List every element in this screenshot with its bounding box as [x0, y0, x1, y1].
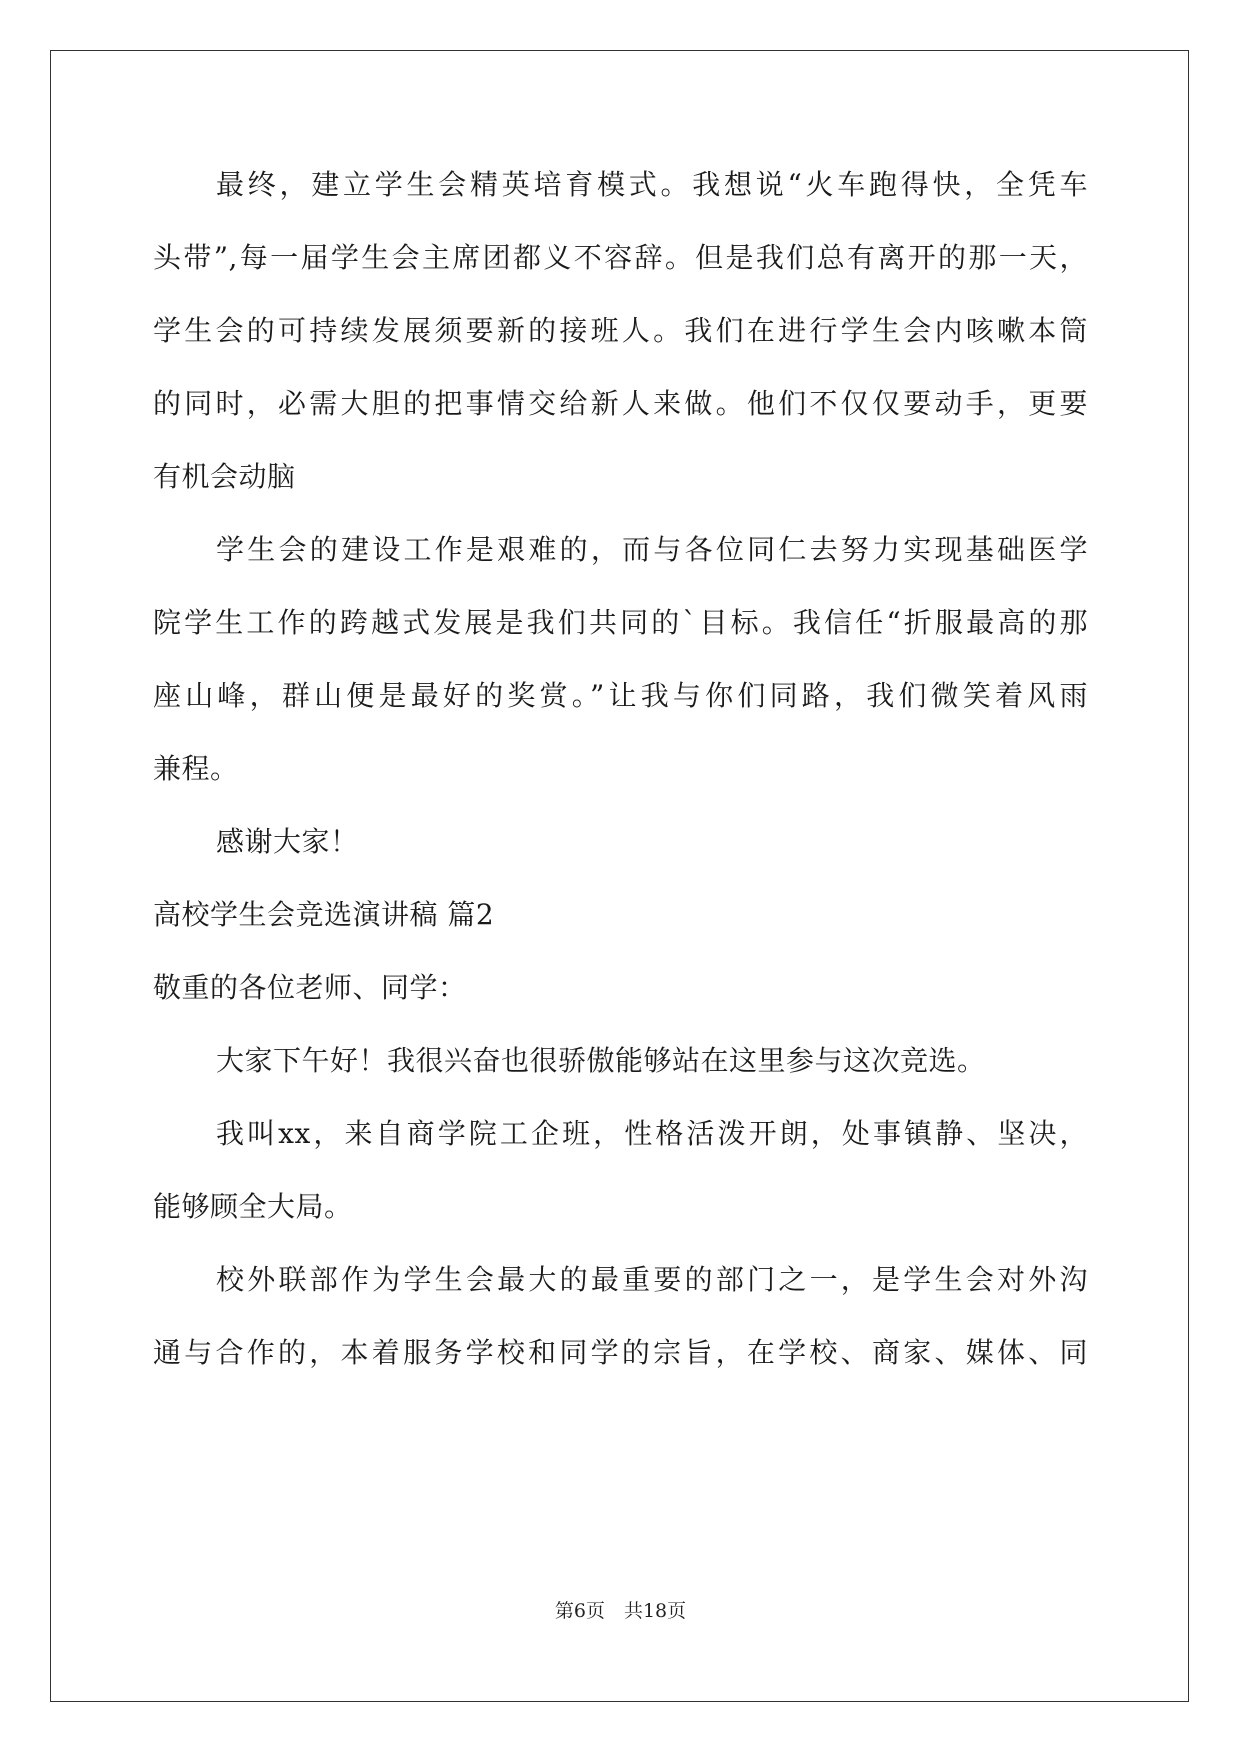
text-line: 兼程。 [153, 752, 239, 785]
text-line: 院学生工作的跨越式发展是我们共同的`目标。我信任“折服最高的那 [153, 606, 1088, 639]
text-line: 有机会动脑 [153, 460, 296, 493]
text-line: 座山峰，群山便是最好的奖赏。”让我与你们同路，我们微笑着风雨 [153, 679, 1088, 712]
text-line: 最终，建立学生会精英培育模式。我想说“火车跑得快，全凭车 [216, 168, 1088, 201]
salutation: 敬重的各位老师、同学： [153, 971, 467, 1004]
section-heading: 高校学生会竞选演讲稿 篇2 [153, 898, 495, 931]
text-line: 能够顾全大局。 [153, 1190, 353, 1223]
text-line: 学生会的可持续发展须要新的接班人。我们在进行学生会内咳嗽本筒 [153, 314, 1088, 347]
text-line: 学生会的建设工作是艰难的，而与各位同仁去努力实现基础医学 [216, 533, 1088, 566]
text-line: 头带”,每一届学生会主席团都义不容辞。但是我们总有离开的那一天， [153, 241, 1088, 274]
text-line: 我叫xx，来自商学院工企班，性格活泼开朗，处事镇静、坚决， [216, 1117, 1088, 1150]
text-line: 通与合作的，本着服务学校和同学的宗旨，在学校、商家、媒体、同 [153, 1336, 1088, 1369]
text-line: 大家下午好！我很兴奋也很骄傲能够站在这里参与这次竞选。 [216, 1044, 986, 1077]
closing-line: 感谢大家！ [216, 825, 359, 858]
page-number-footer: 第6页 共18页 [554, 1600, 687, 1622]
text-line: 的同时，必需大胆的把事情交给新人来做。他们不仅仅要动手，更要 [153, 387, 1088, 420]
text-line: 校外联部作为学生会最大的最重要的部门之一，是学生会对外沟 [216, 1263, 1088, 1296]
page-border [50, 50, 1189, 1702]
